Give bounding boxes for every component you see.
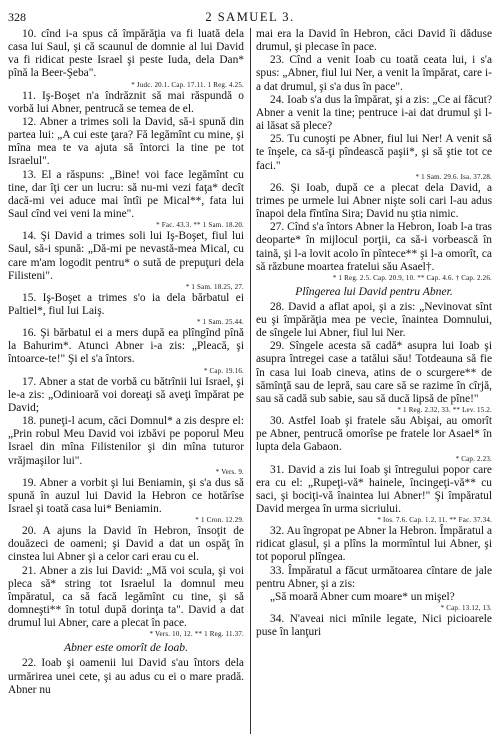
- verse: [8, 292, 244, 327]
- verse-text: 13. El a răspuns: „Bine! voi face legămînt cu tine, dar îţi cer un lucru: să nu-mi vezi faţa* decît dacă-mi vei aduce mai întîi pe Mical**, fata lui Saul cînd vei veni la mine".: [8, 168, 244, 221]
- verse-text: 23. Cînd a venit Ioab cu toată ceata lui, i s'a spus: „Abner, fiul lui Ner, a venit la împărat, care i-a dat drumul, şi s'a dus în pace".: [256, 54, 492, 93]
- verse: [256, 221, 492, 283]
- verse: [8, 525, 244, 564]
- running-title: 2 SAMUEL 3.: [205, 10, 295, 24]
- verse-text: 30. Astfel Ioab şi fratele său Abişai, au omorît pe Abner, pentrucă omorîse pe fratele lor Asael* în lupta dela Gabaon.: [256, 415, 492, 454]
- verse: [256, 613, 492, 639]
- cross-reference: * Vers. 9.: [215, 467, 244, 476]
- verse-text: 12. Abner a trimes soli la David, să-i spună din partea lui: „A cui este ţara? Fă legămînt cu mine, şi mîna mea te va ajuta să întorci la tine pe tot Israelul".: [8, 115, 244, 168]
- verse: [256, 94, 492, 133]
- verse: [256, 565, 492, 591]
- verse-text: 10. cînd i-a spus că împărăţia va fi luată dela casa lui Saul, şi că scaunul de domnie al lui David va fi ridicat peste Israel şi peste Iuda, dela Dan* pînă la Beer-Şeba".: [8, 28, 244, 80]
- cross-reference: * 1 Sam. 29.6. Isa. 37.28.: [415, 172, 492, 181]
- verse: [256, 28, 492, 54]
- verse-text: 19. Abner a vorbit şi lui Beniamin, şi s'a dus să spună în auzul lui David la Hebron ce hotărîse Israel şi toată casa lui* Beniamin.: [8, 476, 244, 515]
- verse-text: 22. Ioab şi oamenii lui David s'au întors dela urmărirea unei cete, şi au adus cu ei o mare pradă. Abner nu: [8, 657, 244, 696]
- verse-text: 18. puneţi-l acum, căci Domnul* a zis despre el: „Prin robul Meu David voi izbăvi pe poporul Meu Israel din mîna Filistenilor şi din mîna tuturor vrăjmaşilor lui".: [8, 415, 244, 467]
- page-header: [8, 10, 492, 26]
- cross-reference: * Cap. 19.16.: [203, 366, 244, 375]
- verse: [8, 116, 244, 169]
- verse-text: mai era la David în Hebron, căci David îi dăduse drumul, şi plecase în pace.: [256, 28, 492, 54]
- verse: [256, 54, 492, 93]
- page-number: 328: [8, 10, 26, 24]
- verse: [256, 525, 492, 564]
- verse: [8, 28, 244, 90]
- verse-text: 34. N'aveai nici mînile legate, Nici picioarele puse în lanţuri: [256, 613, 492, 639]
- cross-reference: * Fac. 43.3. ** 1 Sam. 18.20.: [156, 221, 244, 230]
- verse-text: 33. Împăratul a făcut următoarea cîntare de jale pentru Abner, şi a zis:: [256, 564, 492, 590]
- cross-reference: * Judc. 20.1. Cap. 17.11. 1 Reg. 4.25.: [131, 80, 244, 89]
- verse-text: 26. Şi Ioab, după ce a plecat dela David, a trimes pe urmele lui Abner nişte soli cari l-au adus înapoi dela fîntîna Sira; David nu ştia nimic.: [256, 181, 492, 221]
- verse: [256, 591, 492, 613]
- verse-text: 25. Tu cunoşti pe Abner, fiul lui Ner! A venit să te înşele, ca să-ţi pîndească paşii*, şi să ştie tot ce faci.": [256, 133, 492, 172]
- verse-text: 15. Iş-Boşet a trimes s'o ia dela bărbatul ei Paltiel*, fiul lui Laiş.: [8, 291, 244, 317]
- verse: [8, 327, 244, 375]
- text-columns: [8, 28, 492, 736]
- verse-text: 11. Iş-Boşet n'a îndrăznit să mai răspundă o vorbă lui Abner, pentrucă se temea de el.: [8, 89, 244, 115]
- verse: [256, 301, 492, 340]
- cross-reference: * 1 Sam. 25.44.: [197, 318, 244, 327]
- verse-text: 24. Ioab s'a dus la împărat, şi a zis: „Ce ai făcut? Abner a venit la tine; pentruce i-ai dat drumul şi l-ai lăsat să plece?: [256, 93, 492, 133]
- verse-text: 31. David a zis lui Ioab şi întregului popor care era cu el: „Rupeţi-vă* hainele, încingeţi-vă** cu saci, şi bociţi-vă înaintea lui Abner!" Şi împăratul David mergea în urma sicriului.: [256, 463, 492, 515]
- cross-reference: * Ios. 7.6. Cap. 1.2, 11. ** Fac. 37.34.: [377, 516, 492, 525]
- verse: [8, 90, 244, 116]
- right-column: [256, 28, 492, 736]
- verse: [8, 230, 244, 292]
- verse: [256, 415, 492, 463]
- section-heading: Abner este omorît de Ioab.: [64, 641, 188, 655]
- cross-reference: * Vers. 10, 12. ** 1 Reg. 11.37.: [149, 630, 244, 639]
- verse: [8, 657, 244, 696]
- verse: [8, 169, 244, 231]
- verse: [256, 133, 492, 181]
- verse: [8, 376, 244, 415]
- left-column: [8, 28, 244, 736]
- verse: [256, 182, 492, 221]
- verse: [8, 477, 244, 525]
- cross-reference: * 1 Reg. 2.5. Cap. 20.9, 10. ** Cap. 4.6. † Cap. 2.26.: [332, 273, 492, 282]
- cross-reference: * 1 Reg. 2.32, 33. ** Lev. 15.2.: [397, 406, 492, 415]
- cross-reference: * Cap. 2.23.: [455, 454, 492, 463]
- verse: [8, 415, 244, 477]
- cross-reference: * 1 Cron. 12.29.: [195, 516, 244, 525]
- cross-reference: * 1 Sam. 18.25, 27.: [185, 282, 244, 291]
- verse-text: 29. Sîngele acesta să cadă* asupra lui Ioab şi asupra întregei case a tatălui său! Totdeauna să fie în casa lui Ioab cineva, atins de o scurgere** de sămînţă sau de lepră, sau care să se razime în cîrjă, sau să cadă sub sabie, sau să ducă lipsă de pîne!": [256, 340, 492, 405]
- section-heading: Plîngerea lui David pentru Abner.: [295, 284, 453, 298]
- verse-text: 17. Abner a stat de vorbă cu bătrînii lui Israel, şi le-a zis: „Odinioară voi doreaţi să aveţi împărat pe David;: [8, 375, 244, 414]
- verse-text: 16. Şi bărbatul ei a mers după ea plîngînd pînă la Bahurim*. Atunci Abner i-a zis: „Pleacă, şi întoarce-te!" Şi el s'a întors.: [8, 327, 244, 366]
- verse-text: 28. David a aflat apoi, şi a zis: „Nevinovat sînt eu şi împărăţia mea pe vecie, înaintea Domnului, de sîngele lui Abner, fiul lui Ner.: [256, 300, 492, 340]
- verse-text: 27. Cînd s'a întors Abner la Hebron, Ioab l-a tras deoparte* în mijlocul porţii, ca să-i vorbească în taină, şi l-a lovit acolo în pîntece** şi l-a omorît, ca să răzbune moartea fratelui său Asael†.: [256, 221, 492, 273]
- verse-text: 32. Au îngropat pe Abner la Hebron. Împăratul a ridicat glasul, şi a plîns la mormîntul lui Abner, şi tot poporul plîngea.: [256, 525, 492, 564]
- verse: [256, 340, 492, 415]
- verse: [256, 464, 492, 526]
- verse-text: 20. A ajuns la David în Hebron, însoţit de douăzeci de oameni; şi David a dat un ospăţ în cinstea lui Abner şi a celor cari erau cu el.: [8, 525, 244, 564]
- verse-text: „Să moară Abner cum moare* un mişel?: [270, 590, 455, 603]
- verse: [8, 565, 244, 640]
- cross-reference: * Cap. 13.12, 13.: [440, 604, 492, 613]
- verse-text: 14. Şi David a trimes soli lui Iş-Boşet, fiul lui Saul, să-i spună: „Dă-mi pe nevastă-mea Mical, cu care m'am logodit pentru* o sută de prepuţuri dela Filisteni".: [8, 230, 244, 282]
- verse-text: 21. Abner a zis lui David: „Mă voi scula, şi voi pleca să* string tot Israelul la domnul meu împăratul, ca să facă legămînt cu tine, şi să domneşti** în totul după dorinţa ta". David a dat drumul lui Abner, care a plecat în pace.: [8, 564, 244, 630]
